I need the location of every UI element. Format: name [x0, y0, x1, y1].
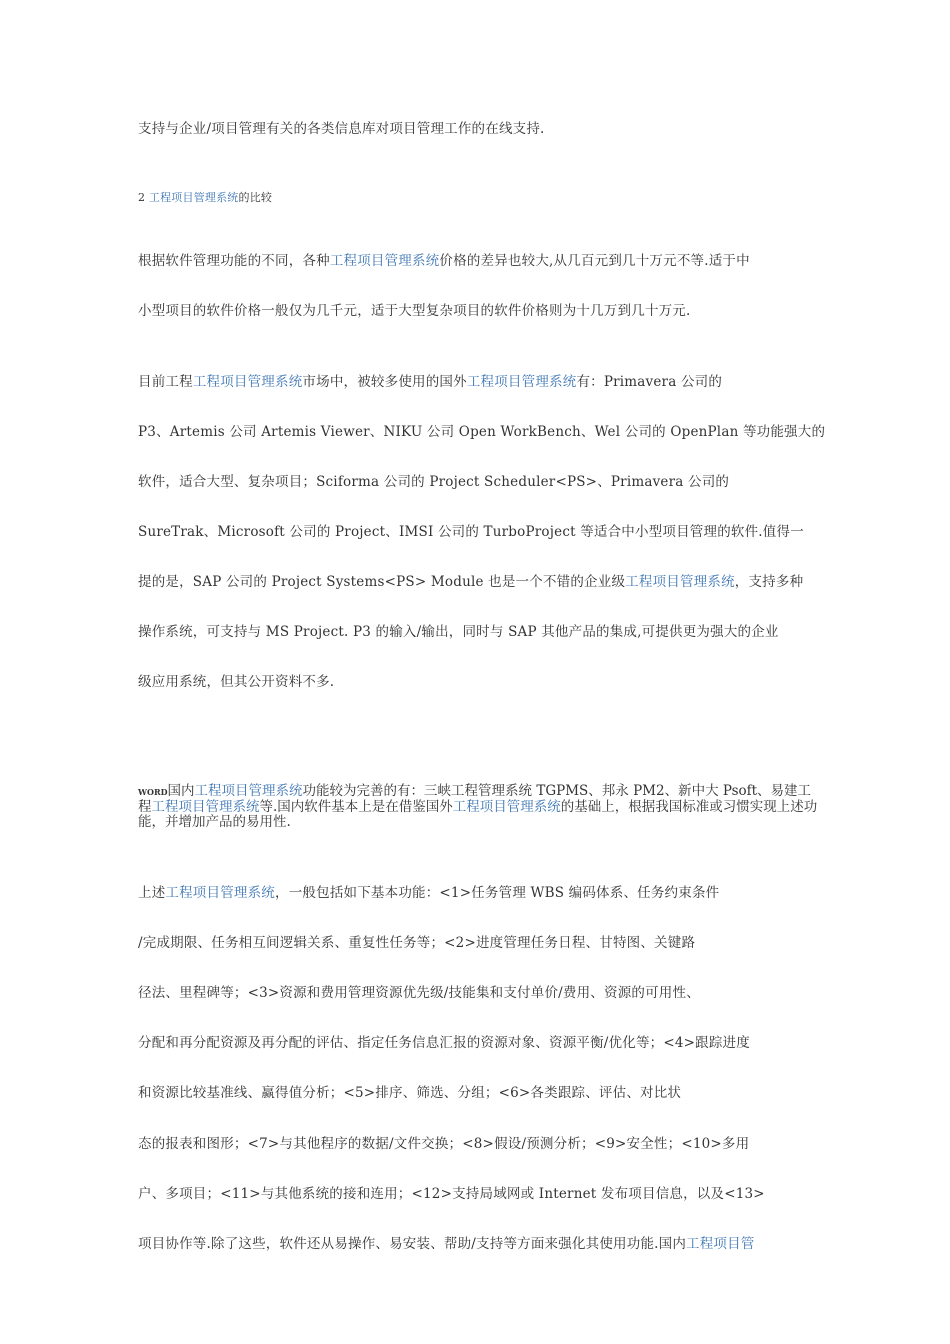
paragraph-line: 分配和再分配资源及再分配的评估、指定任务信息汇报的资源对象、资源平衡/优化等；<4>跟踪进度	[138, 1035, 750, 1051]
text-segment: 提的是，SAP 公司的 Project Systems<PS> Module 也是一个不错的企业级	[138, 574, 626, 590]
heading-rest: 的比较	[238, 191, 273, 204]
heading-number: 2	[138, 191, 146, 204]
paragraph-line: /完成期限、任务相互间逻辑关系、重复性任务等；<2>进度管理任务日程、甘特图、关键路	[138, 935, 696, 951]
paragraph-line	[138, 1232, 755, 1252]
paragraph-line: 级应用系统，但其公开资料不多.	[138, 674, 335, 690]
heading-link[interactable]: 工程项目管理系统	[148, 191, 239, 204]
link[interactable]: 工程项目管理系统	[452, 799, 561, 815]
text-segment: 等.国内软件基本上是在借鉴国外	[259, 799, 453, 815]
paragraph-line: 支持与企业/项目管理有关的各类信息库对项目管理工作的在线支持.	[138, 121, 545, 137]
text-segment: 上述	[138, 885, 166, 901]
word-tag: WORD	[138, 787, 168, 797]
text-segment: 项目协作等.除了这些，软件还从易操作、易安装、帮助/支持等方面来强化其使用功能.国内	[138, 1236, 687, 1252]
paragraph-line: 软件，适合大型、复杂项目；Sciforma 公司的 Project Scheduler<PS>、Primavera 公司的	[138, 474, 730, 490]
paragraph-line: 和资源比较基准线、赢得值分析；<5>排序、筛选、分组；<6>各类跟踪、评估、对比状	[138, 1085, 682, 1101]
text-segment: ，一般包括如下基本功能：<1>任务管理 WBS 编码体系、任务约束条件	[275, 885, 720, 901]
paragraph-line	[138, 570, 803, 590]
text-segment: 功能较为完善的有：三峡工程管理系统 TGPMS、邦永 PM2、新中大 Psoft、易建工程	[138, 783, 812, 815]
paragraph-line	[138, 370, 722, 390]
link[interactable]: 工程项目管理系统	[151, 799, 260, 815]
link[interactable]: 工程项目管理系统	[194, 783, 303, 799]
link[interactable]: 工程项目管理系统	[192, 374, 303, 390]
paragraph-line: 态的报表和图形；<7>与其他程序的数据/文件交换；<8>假设/预测分析；<9>安全性；<10>多用	[138, 1136, 750, 1152]
paragraph-line	[138, 249, 750, 269]
link[interactable]: 工程项目管	[686, 1236, 755, 1252]
text-segment: 市场中，被较多使用的国外	[302, 374, 467, 390]
text-segment: 目前工程	[138, 374, 193, 390]
text-segment: 的基础上，根据我国标准或习惯实现上述功能，并增加产品的易用性.	[138, 799, 818, 830]
paragraph-line	[138, 881, 719, 901]
text-segment: 价格的差异也较大,从几百元到几十万元不等.适于中	[439, 253, 750, 269]
text-segment: 国内	[167, 783, 195, 799]
text-segment: ，支持多种	[734, 574, 804, 590]
paragraph-line: 操作系统，可支持与 MS Project. P3 的输入/输出，同时与 SAP 其他产品的集成,可提供更为强大的企业	[138, 624, 779, 640]
link[interactable]: 工程项目管理系统	[625, 574, 735, 590]
paragraph-line: 小型项目的软件价格一般仅为几千元，适于大型复杂项目的软件价格则为十几万到几十万元.	[138, 303, 691, 319]
link[interactable]: 工程项目管理系统	[329, 253, 440, 269]
paragraph-line: SureTrak、Microsoft 公司的 Project、IMSI 公司的 TurboProject 等适合中小型项目管理的软件.值得一	[138, 524, 804, 540]
text-segment: 有：Primavera 公司的	[576, 374, 723, 390]
section-heading	[138, 189, 272, 205]
link[interactable]: 工程项目管理系统	[165, 885, 276, 901]
paragraph-line: 户、多项目；<11>与其他系统的接和连用；<12>支持局域网或 Internet 发布项目信息，以及<13>	[138, 1186, 765, 1202]
paragraph-block	[138, 784, 820, 830]
paragraph-line: P3、Artemis 公司 Artemis Viewer、NIKU 公司 Open WorkBench、Wel 公司的 OpenPlan 等功能强大的	[138, 424, 826, 440]
link[interactable]: 工程项目管理系统	[466, 374, 577, 390]
paragraph-line: 径法、里程碑等；<3>资源和费用管理资源优先级/技能集和支付单价/费用、资源的可用性、	[138, 985, 700, 1001]
text-segment: 根据软件管理功能的不同，各种	[138, 253, 330, 269]
